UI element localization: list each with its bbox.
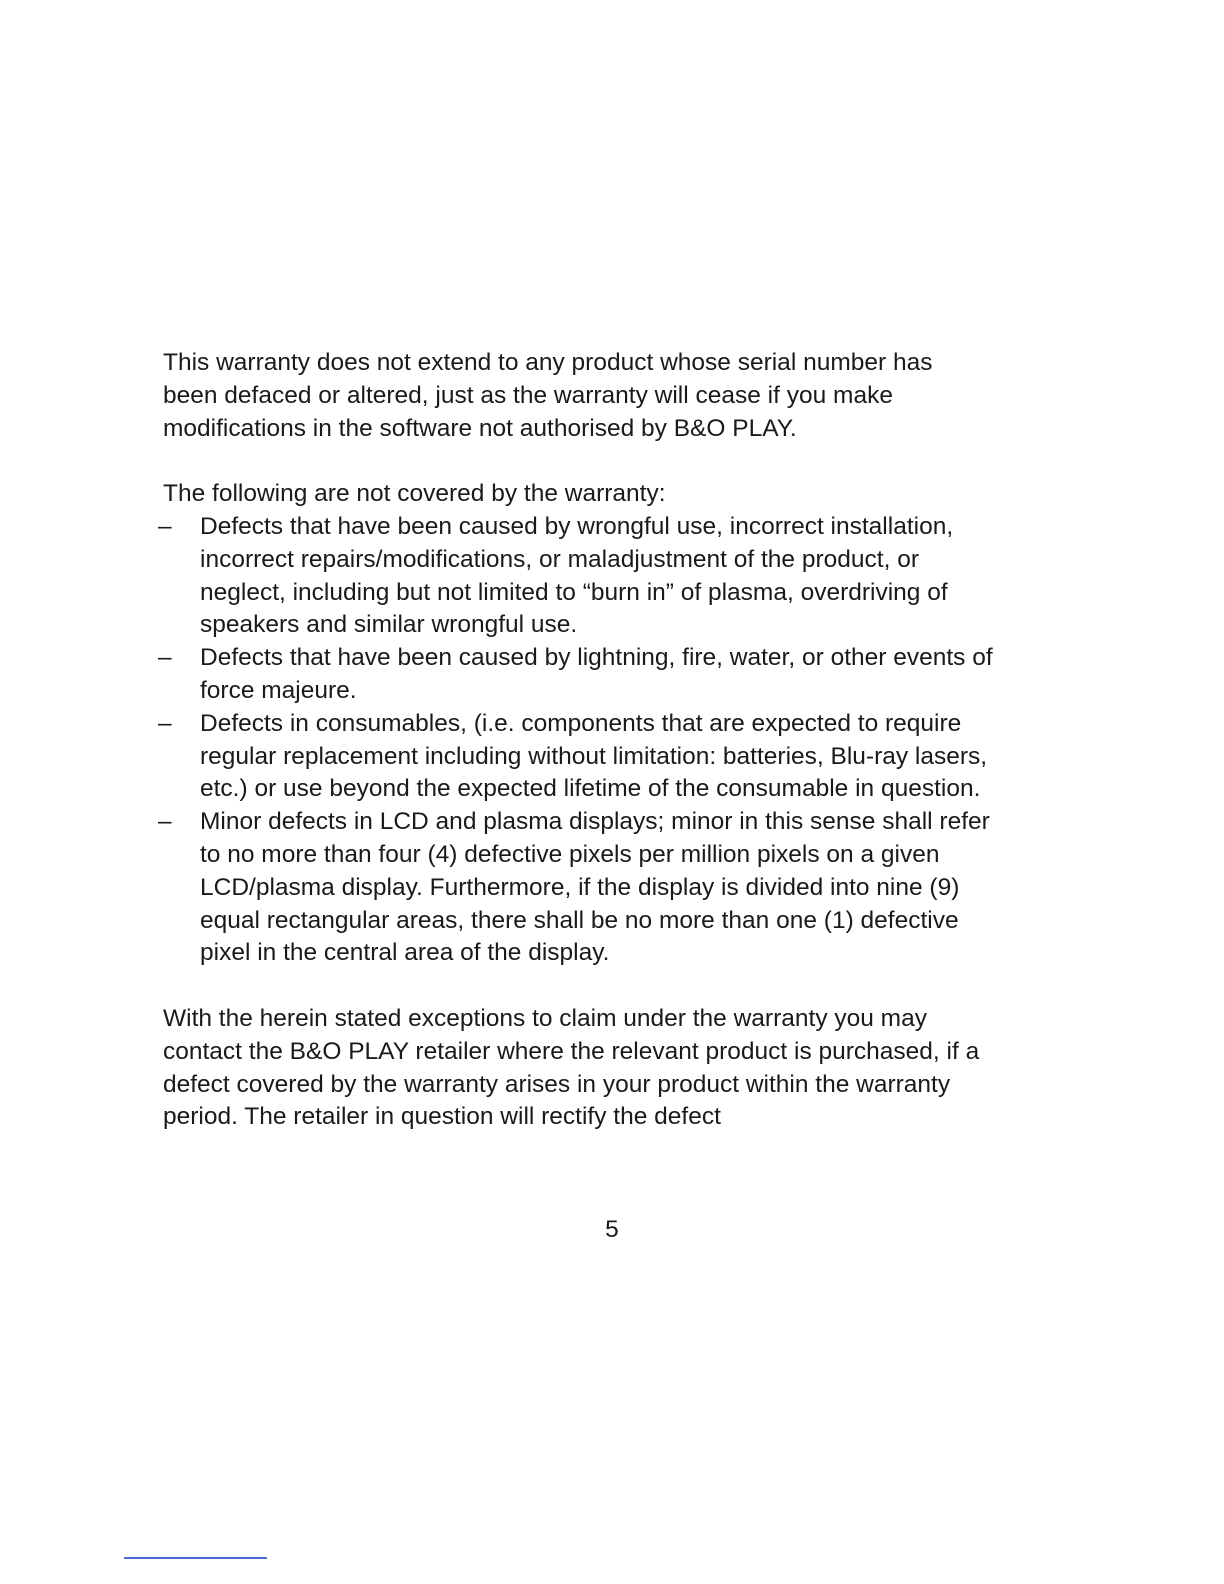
paragraph-spacer <box>163 445 993 478</box>
list-item-text: Defects that have been caused by lightning, fire, water, or other events of force majeure. <box>200 644 993 704</box>
footer-rule <box>124 1557 267 1559</box>
dash-bullet-icon: – <box>158 808 172 836</box>
list-item <box>158 708 993 806</box>
dash-bullet-icon: – <box>158 709 172 737</box>
paragraph-spacer <box>163 970 993 1003</box>
paragraph-serial-number: This warranty does not extend to any product whose serial number has been defaced or altered, just as the warranty will cease if you make modifications in the software not authorised by B&O PLAY. <box>163 349 933 442</box>
page-body <box>158 347 993 1134</box>
exclusions-list <box>158 511 993 970</box>
list-item-text: Minor defects in LCD and plasma displays; minor in this sense shall refer to no more than four (4) defective pixels per million pixels on a given LCD/plasma display. Furthermore, if the display is divided into nine (9) equal rectangular areas, there shall be no more than one (1) defective pixel in the central area of the display. <box>200 808 990 967</box>
list-item-text: Defects in consumables, (i.e. components that are expected to require regular replacement including without limitation: batteries, Blu-ray lasers, etc.) or use beyond the expected lifetime of the consumable in question. <box>200 709 988 803</box>
list-item <box>158 511 993 642</box>
paragraph-retailer-contact: With the herein stated exceptions to claim under the warranty you may contact the B&O PLAY retailer where the relevant product is purchased, if a defect covered by the warranty arises in your product within the warranty period. The retailer in question will rectify the defect <box>163 1004 980 1131</box>
page-number: 5 <box>605 1216 619 1243</box>
dash-bullet-icon: – <box>158 512 172 540</box>
list-item-text: Defects that have been caused by wrongful use, incorrect installation, incorrect repairs/modifications, or maladjustment of the product, or neglect, including but not limited to “burn in” of plasma, overdriving of speakers and similar wrongful use. <box>200 512 954 639</box>
list-item <box>158 642 993 708</box>
paragraph-exclusions-intro: The following are not covered by the warranty: <box>163 480 666 508</box>
list-item <box>158 806 993 970</box>
dash-bullet-icon: – <box>158 644 172 672</box>
